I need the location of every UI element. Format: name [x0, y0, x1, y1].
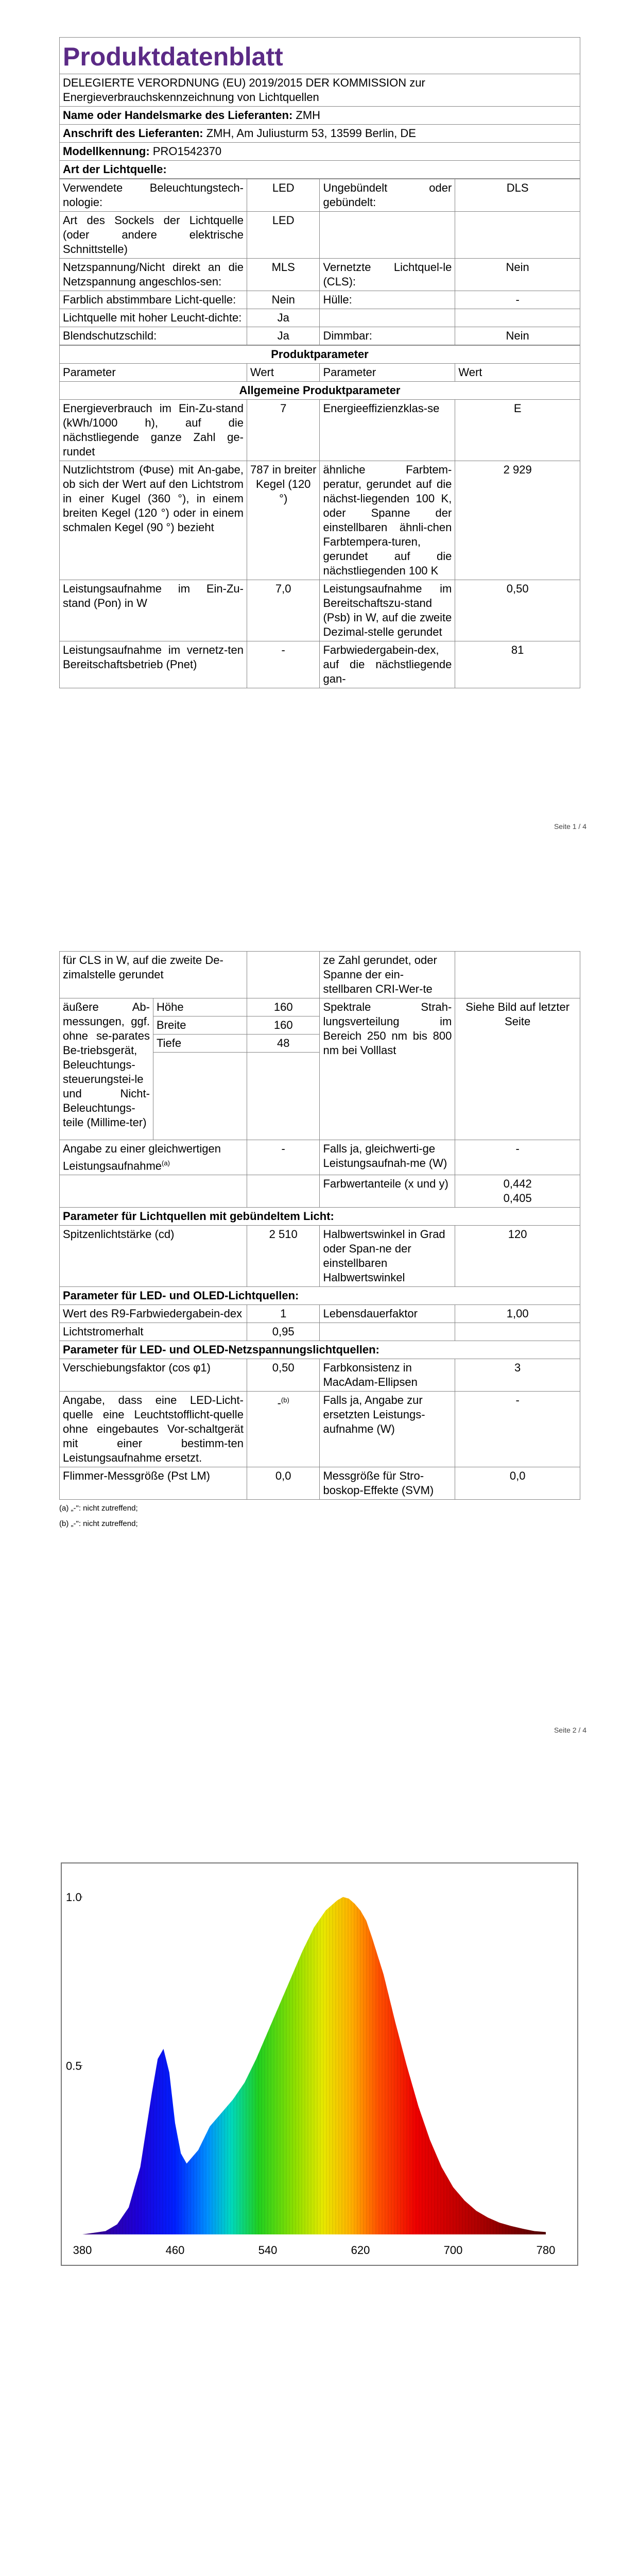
supplier-address-label: Anschrift des Lieferanten:: [63, 127, 203, 140]
type-label: Lichtquelle mit hoher Leucht-dichte:: [60, 309, 247, 327]
type-value: Nein: [247, 291, 320, 309]
cosphi-label: Verschiebungsfaktor (cos φ1): [60, 1359, 247, 1392]
general-label: Leistungsaufnahme im vernetz-ten Bereitschaftsbetrieb (Pnet): [60, 641, 247, 688]
type-value: MLS: [247, 259, 320, 291]
model-label: Modellkennung:: [63, 145, 150, 158]
x-tick-label: 620: [351, 2244, 370, 2257]
type-row: [60, 212, 580, 259]
type-value: Ja: [247, 309, 320, 327]
spectral-label: Spektrale Strah-lungsverteilung im Bereich 250 nm bis 800 nm bei Volllast: [320, 998, 455, 1140]
equiv-power-r-value: -: [455, 1140, 580, 1175]
regulation-text: DELEGIERTE VERORDNUNG (EU) 2019/2015 DER KOMMISSION zur Energieverbrauchskennzeichnung von Lichtquellen: [60, 74, 580, 107]
general-right-label: ähnliche Farbtem-peratur, gerundet auf die nächst-liegenden 100 K, oder Spanne der einstellbaren ähnli-chen Farbtempera-turen, gerundet auf die nächstliegenden 100 K: [320, 461, 455, 580]
y-tick-label: 1.0: [66, 1891, 82, 1904]
general-right-value: 81: [455, 641, 580, 688]
dim-depth-value: 48: [247, 1035, 320, 1053]
type-right-label: Vernetzte Lichtquel-le (CLS):: [320, 259, 455, 291]
sdcm-label: Farbkonsistenz in MacAdam-Ellipsen: [320, 1359, 455, 1392]
sdcm-value: 3: [455, 1359, 580, 1392]
type-right-value: Nein: [455, 259, 580, 291]
general-row: [60, 461, 580, 580]
type-right-value: [455, 309, 580, 327]
replace-label: Angabe, dass eine LED-Licht-quelle eine Leuchtstofflicht-quelle ohne eingebautes Vor-schaltgerät mit einer bestimm-ten Leistungsaufnahme ersetzt.: [60, 1392, 247, 1467]
general-value: 787 in breiter Kegel (120 °): [247, 461, 320, 580]
type-row: [60, 291, 580, 309]
general-label: Leistungsaufnahme im Ein-Zu-stand (Pon) in W: [60, 580, 247, 641]
general-right-label: Farbwiedergabein-dex, auf die nächstliegende gan-: [320, 641, 455, 688]
dim-height-name: Höhe: [153, 998, 247, 1016]
x-tick-label: 540: [258, 2244, 278, 2257]
general-right-value: 0,50: [455, 580, 580, 641]
peak-intensity-label: Spitzenlichtstärke (cd): [60, 1226, 247, 1287]
supplier-name-label: Name oder Handelsmarke des Lieferanten:: [63, 109, 293, 122]
equiv-power-value: -: [247, 1140, 320, 1175]
type-right-value: Nein: [455, 327, 580, 345]
equiv-power-label: Angabe zu einer gleichwertigen Leistungsaufnahme$^{(a)}$: [60, 1140, 247, 1175]
dimensions-label: äußere Ab-messungen, ggf. ohne se-parates Be-triebsgerät, Beleuchtungs-steuerungstei-le und Nicht-Beleuchtungs-teile (Millime-ter): [60, 998, 153, 1140]
supplier-address-row: [60, 125, 580, 143]
footnote-b: (b) „-": nicht zutreffend;: [59, 1519, 138, 1529]
type-row: [60, 179, 580, 212]
type-label: Blendschutzschild:: [60, 327, 247, 345]
x-tick-label: 380: [73, 2244, 92, 2257]
general-label: Energieverbrauch im Ein-Zu-stand (kWh/1000 h), auf die nächstliegende ganze Zahl ge-rundet: [60, 400, 247, 461]
page-number: Seite 2 / 4: [554, 1726, 586, 1734]
general-label: Nutzlichtstrom (Φuse) mit An-gabe, ob sich der Wert auf den Lichtstrom in einer Kugel (360 °), in einem breiten Kegel (120 °) oder in einem schmalen Kegel (90 °) bezieht: [60, 461, 247, 580]
r9-label: Wert des R9-Farbwiedergabein-dex: [60, 1305, 247, 1323]
general-value: 7,0: [247, 580, 320, 641]
type-right-label: [320, 309, 455, 327]
type-right-value: -: [455, 291, 580, 309]
y-tick-label: 0.5: [66, 2059, 82, 2073]
type-header: Art der Lichtquelle:: [60, 161, 580, 179]
type-value: LED: [247, 179, 320, 212]
page-1: [0, 0, 639, 904]
type-right-value: DLS: [455, 179, 580, 212]
page-number: Seite 1 / 4: [554, 822, 586, 831]
x-tick-label: 700: [443, 2244, 463, 2257]
general-row: [60, 580, 580, 641]
replace-r-label: Falls ja, Angabe zur ersetzten Leistungs-aufnahme (W): [320, 1392, 455, 1467]
flicker-label: Flimmer-Messgröße (Pst LM): [60, 1467, 247, 1500]
type-row: [60, 327, 580, 345]
general-value: 7: [247, 400, 320, 461]
type-right-value: [455, 212, 580, 259]
cosphi-value: 0,50: [247, 1359, 320, 1392]
model-value: PRO1542370: [152, 145, 222, 158]
col-value-left: Wert: [247, 364, 320, 382]
dim-width-value: 160: [247, 1016, 320, 1035]
type-value: LED: [247, 212, 320, 259]
spectral-value: Siehe Bild auf letzter Seite: [455, 998, 580, 1140]
general-right-label: Leistungsaufnahme im Bereitschaftszu-stand (Psb) in W, auf die zweite Dezimal-stelle gerundet: [320, 580, 455, 641]
survival-label: Lebensdauerfaktor: [320, 1305, 455, 1323]
supplier-address-value: ZMH, Am Juliusturm 53, 13599 Berlin, DE: [206, 127, 416, 140]
header-table: [59, 37, 580, 179]
peak-intensity-value: 2 510: [247, 1226, 320, 1287]
params-section-title: Produktparameter: [60, 346, 580, 364]
x-tick-label: 780: [536, 2244, 556, 2257]
footnote-a: (a) „-": nicht zutreffend;: [59, 1504, 138, 1513]
page2-table: [59, 951, 580, 1500]
dim-width-name: Breite: [153, 1016, 247, 1035]
general-row: [60, 400, 580, 461]
type-value: Ja: [247, 327, 320, 345]
col-param-right: Parameter: [320, 364, 455, 382]
type-right-label: Hülle:: [320, 291, 455, 309]
general-right-label: Energieeffizienzklas-se: [320, 400, 455, 461]
type-table: [59, 179, 580, 345]
led-header: Parameter für LED- und OLED-Lichtquellen:: [60, 1287, 580, 1305]
svm-value: 0,0: [455, 1467, 580, 1500]
chromaticity-value: 0,442 0,405: [455, 1175, 580, 1208]
general-right-value: E: [455, 400, 580, 461]
type-label: Art des Sockels der Lichtquelle (oder andere elektrische Schnittstelle): [60, 212, 247, 259]
chromaticity-label: Farbwertanteile (x und y): [320, 1175, 455, 1208]
svm-label: Messgröße für Stro-boskop-Effekte (SVM): [320, 1467, 455, 1500]
type-row: [60, 259, 580, 291]
equiv-power-r-label: Falls ja, gleichwerti-ge Leistungsaufnah-me (W): [320, 1140, 455, 1175]
beam-angle-value: 120: [455, 1226, 580, 1287]
params-table: [59, 345, 580, 688]
type-label: Farblich abstimmbare Licht-quelle:: [60, 291, 247, 309]
page-2-content: [59, 951, 580, 1531]
general-params-title: Allgemeine Produktparameter: [60, 382, 580, 400]
dim-height-value: 160: [247, 998, 320, 1016]
survival-value: 1,00: [455, 1305, 580, 1323]
col-param-left: Parameter: [60, 364, 247, 382]
general-row: [60, 641, 580, 688]
spectrum-chart: [62, 1863, 577, 2265]
mls-header: Parameter für LED- und OLED-Netzspannungslichtquellen:: [60, 1341, 580, 1359]
model-row: [60, 143, 580, 161]
supplier-name-row: [60, 107, 580, 125]
maintenance-value: 0,95: [247, 1323, 320, 1341]
dim-depth-name: Tiefe: [153, 1035, 247, 1053]
type-right-label: Ungebündelt oder gebündelt:: [320, 179, 455, 212]
flicker-value: 0,0: [247, 1467, 320, 1500]
spectrum-chart-frame: [61, 1862, 578, 2266]
supplier-name-value: ZMH: [296, 109, 321, 122]
page-1-content: [59, 37, 580, 688]
general-value: -: [247, 641, 320, 688]
beam-angle-label: Halbwertswinkel in Grad oder Span-ne der einstellbaren Halbwertswinkel: [320, 1226, 455, 1287]
type-right-label: Dimmbar:: [320, 327, 455, 345]
r9-value: 1: [247, 1305, 320, 1323]
page-2: [0, 904, 639, 1807]
type-label: Netzspannung/Nicht direkt an die Netzspannung angeschlos-sen:: [60, 259, 247, 291]
cls-continued-label: für CLS in W, auf die zweite De-zimalstelle gerundet: [60, 952, 247, 998]
type-label: Verwendete Beleuchtungstech-nologie:: [60, 179, 247, 212]
maintenance-label: Lichtstromerhalt: [60, 1323, 247, 1341]
replace-r-value: -: [455, 1392, 580, 1467]
dls-header: Parameter für Lichtquellen mit gebündeltem Licht:: [60, 1208, 580, 1226]
type-right-label: [320, 212, 455, 259]
general-right-value: 2 929: [455, 461, 580, 580]
col-value-right: Wert: [455, 364, 580, 382]
type-row: [60, 309, 580, 327]
x-tick-label: 460: [165, 2244, 185, 2257]
replace-value: -$^{(b)}$: [247, 1392, 320, 1467]
cri-continued-label: ze Zahl gerundet, oder Spanne der ein-stellbaren CRI-Wer-te: [320, 952, 455, 998]
document-title: Produktdatenblatt: [60, 38, 580, 74]
